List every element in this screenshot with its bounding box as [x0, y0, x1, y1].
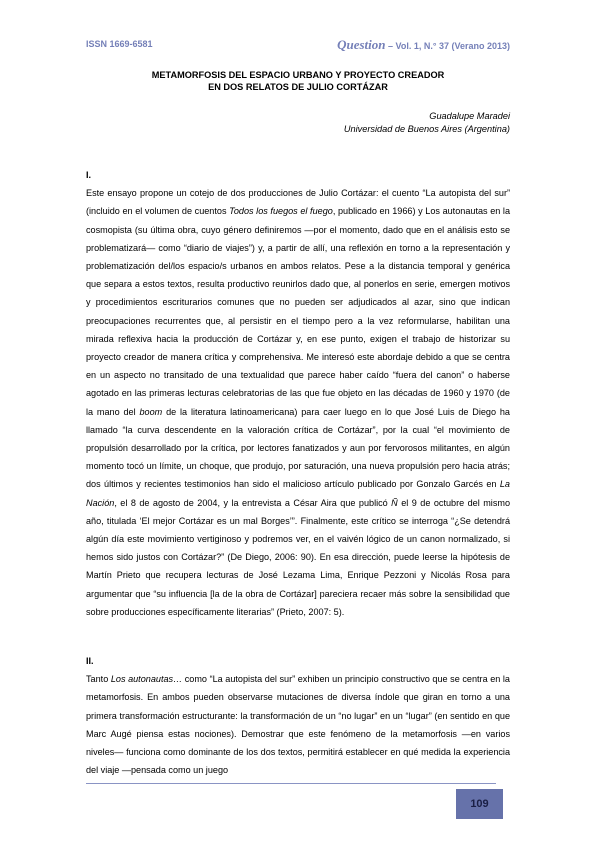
- author-block: [344, 110, 510, 135]
- volume-info: – Vol. 1, N.° 37 (Verano 2013): [385, 41, 510, 51]
- footer-rule: [86, 783, 496, 784]
- journal-name: Question: [337, 37, 386, 52]
- section-1-paragraph: Este ensayo propone un cotejo de dos producciones de Julio Cortázar: el cuento “La autopista del sur” (incluido en el volumen de cuentos Todos los fuegos el fuego, publicado en 1966) y Los autonautas en la cosmopista (su última obra, cuyo género definiremos —por el momento, dado que en el análisis esto se problematizará— como “diario de viajes”) y, a partir de allí, una reflexión en torno a la representación y problematización del/los espacio/s urbanos en ambos relatos. Pese a la distancia temporal y genérica que separa a estos textos, resulta productivo reunirlos dado que, al ponerlos en serie, emergen motivos y procedimientos escriturarios comunes que no pueden ser adjudicados al azar, sino que indican preocupaciones recurrentes que, al persistir en el tiempo pero a la vez reformularse, habilitan una mirada reflexiva hacia la producción de Cortázar y, en ese punto, exigen el trabajo de historizar su proyecto creador de manera crítica y comprehensiva. Me interesó este abordaje debido a que se centra en un aspecto no transitado de una textualidad que parece haber caído “fuera del canon” o haberse agotado en las primeras lecturas celebratorias de las que fue objeto en las décadas de 1960 y 1970 (de la mano del boom de la literatura latinoamericana) para caer luego en lo que José Luis de Diego ha llamado “la curva descendente en la valoración crítica de Cortázar”, por la cual “el movimiento de propulsión desarrollado por la crítica, por lectores fanatizados y aun por fervorosos militantes, en algún momento tocó un límite, un choque, que produjo, por saturación, una nueva propulsión pero hacia atrás; dos últimos y recientes testimonios han sido el malicioso artículo publicado por Gonzalo Garcés en La Nación, el 8 de agosto de 2004, y la entrevista a César Aira que publicó Ñ el 9 de octubre del mismo año, titulada ‘El mejor Cortázar es un mal Borges’”. Finalmente, este crítico se interroga “¿Se detendrá algún día este movimiento vertiginoso y podremos ver, en el vaivén lógico de un canon normalizado, si hemos sido justos con Cortázar?” (De Diego, 2006: 90). En esa dirección, puede leerse la hipótesis de Martín Prieto que recupera lecturas de José Lezama Lima, Enrique Pezzoni y Nicolás Rosa para argumentar que “su influencia [la de la obra de Cortázar] pareciera recaer más sobre la sensibilidad que sobre producciones específicamente literarias” (Prieto, 2007: 5).: [86, 188, 511, 617]
- author-affiliation: Universidad de Buenos Aires (Argentina): [343, 123, 510, 134]
- author-name: Guadalupe Maradei: [429, 111, 510, 121]
- page-number-box: [456, 789, 503, 819]
- title-line-2: EN DOS RELATOS DE JULIO CORTÁZAR: [208, 82, 388, 92]
- section-2: [86, 652, 510, 779]
- section-2-heading: II.: [86, 656, 94, 666]
- page-number: 109: [470, 798, 489, 810]
- section-1-heading: I.: [86, 170, 92, 180]
- title-line-1: METAMORFOSIS DEL ESPACIO URBANO Y PROYECTO CREADOR: [151, 70, 445, 80]
- article-title: [86, 69, 510, 93]
- journal-citation: [337, 37, 510, 53]
- running-header: [86, 37, 510, 55]
- section-1: [86, 166, 510, 621]
- section-2-paragraph: Tanto Los autonautas… como “La autopista del sur” exhiben un principio constructivo que se centra en la metamorfosis. En ambos pueden observarse mutaciones de diversa índole que giran en torno a una primera transformación estructurante: la transformación de un “no lugar” en un “lugar” (en sentido en que Marc Augé piensa estas nociones). Demostrar que este fenómeno de la metamorfosis —en varios niveles— funciona como dominante de los dos textos, permitirá establecer en qué medida la experiencia del viaje —pensada como un juego: [86, 674, 510, 776]
- issn-label: ISSN 1669-6581: [86, 39, 153, 49]
